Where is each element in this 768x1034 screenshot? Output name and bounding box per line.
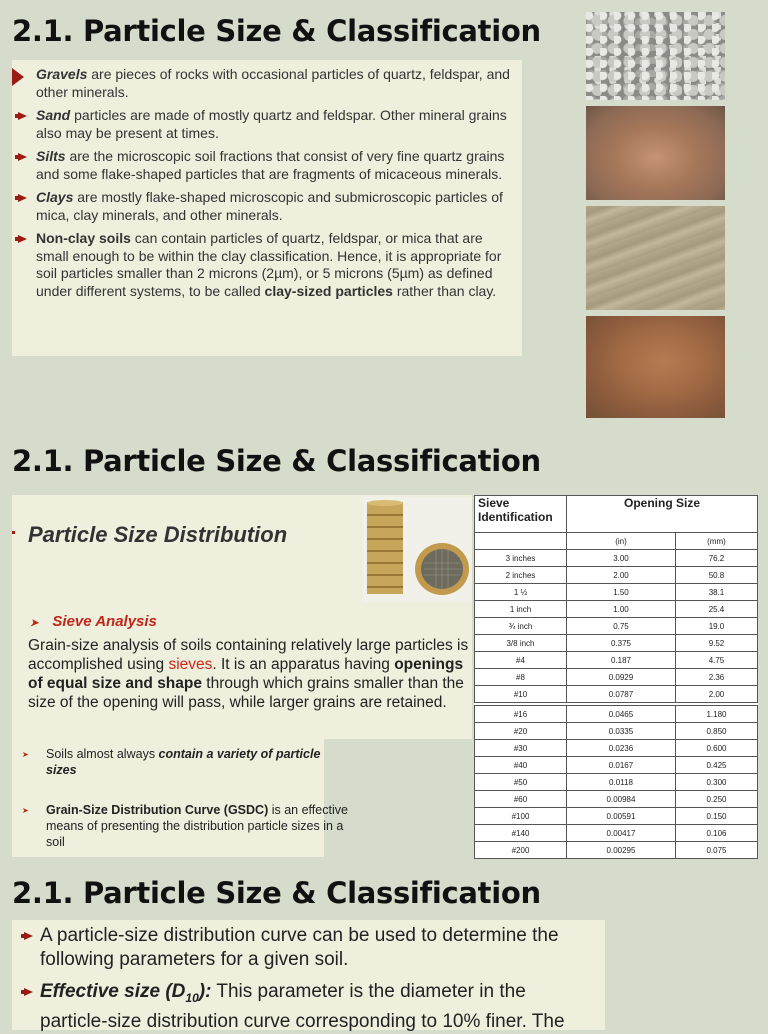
table-cell: 0.0787	[567, 686, 676, 703]
table-cell: 2.00	[675, 686, 757, 703]
table-row	[475, 808, 758, 825]
table-row	[475, 567, 758, 584]
term: Sand	[36, 107, 71, 123]
table-cell: 0.0929	[567, 669, 676, 686]
sieve-paragraph	[28, 636, 476, 712]
bullet-bold: contain a variety of particle sizes	[46, 747, 321, 777]
table-cell: 0.0167	[567, 757, 676, 774]
sieve-id-header: Sieve Identification	[475, 496, 567, 533]
bullet-text: are mostly flake-shaped microscopic and submicroscopic particles of mica, clay minerals, and other minerals.	[36, 189, 503, 223]
table-cell: 3/8 inch	[475, 635, 567, 652]
bullet-non-clay	[16, 230, 512, 300]
bullet-arrow-icon	[18, 153, 27, 161]
bullet-text: is an effective means of presenting the distribution particle sizes in a soil	[46, 803, 348, 849]
particle-size-distribution-heading: Particle Size Distribution	[28, 522, 288, 547]
table-cell: #30	[475, 740, 567, 757]
table-row	[475, 669, 758, 686]
table-row	[475, 706, 758, 723]
slide-title: 2.1. Particle Size & Classification	[12, 444, 541, 478]
table-row	[475, 584, 758, 601]
bullet-arrow-icon	[18, 194, 27, 202]
table-cell: 0.00984	[567, 791, 676, 808]
bullet-text: can contain particles of quartz, feldspar, or mica that are small enough to be within the clay classification. Hence, it is appropriate for soil particles smaller than 2 microns (2µm), or 5 microns (5µm) as defined under different systems, to be called	[36, 230, 502, 299]
term: Clays	[36, 189, 74, 205]
table-cell: 2.36	[675, 669, 757, 686]
table-cell: 0.850	[675, 723, 757, 740]
sieve-table-body	[475, 533, 758, 859]
table-cell: 0.425	[675, 757, 757, 774]
table-cell: #4	[475, 652, 567, 669]
table-row	[475, 842, 758, 859]
table-cell: 3 inches	[475, 550, 567, 567]
table-cell: 25.4	[675, 601, 757, 618]
table-cell: 0.250	[675, 791, 757, 808]
table-cell: #200	[475, 842, 567, 859]
term: ):	[198, 981, 212, 1002]
table-row	[475, 774, 758, 791]
clay-in-hand-photo	[586, 316, 725, 418]
bullet-bold: Grain-Size Distribution Curve (GSDC)	[46, 803, 269, 817]
gravel-photo	[586, 12, 725, 100]
table-cell: #40	[475, 757, 567, 774]
sub-heading-text: Sieve Analysis	[52, 613, 157, 630]
table-cell: 0.0335	[567, 723, 676, 740]
table-cell: 50.8	[675, 567, 757, 584]
sieves-highlight: sieves	[168, 656, 213, 673]
para-text: Grain-size analysis of soils containing relatively large particles is accomplished using	[28, 637, 469, 673]
para-bold: openings of equal size and shape	[28, 656, 464, 692]
bullet-variety	[20, 746, 346, 778]
table-row	[475, 825, 758, 842]
table-row	[475, 723, 758, 740]
bullet-psd-curve	[16, 924, 595, 972]
slide-title: 2.1. Particle Size & Classification	[12, 14, 541, 48]
para-text: through which grains smaller than the size of the opening will pass, while larger grains are retained.	[28, 675, 464, 711]
table-cell: #100	[475, 808, 567, 825]
table-cell: 38.1	[675, 584, 757, 601]
table-cell: #16	[475, 706, 567, 723]
bullet-arrow-icon	[18, 112, 27, 120]
table-cell: 3.00	[567, 550, 676, 567]
table-cell: 0.0465	[567, 706, 676, 723]
table-cell: 0.0118	[567, 774, 676, 791]
table-cell: #140	[475, 825, 567, 842]
term: Silts	[36, 148, 66, 164]
table-cell: 2.00	[567, 567, 676, 584]
table-cell: 19.0	[675, 618, 757, 635]
bullet-text: particles are made of mostly quartz and feldspar. Other mineral grains also may be present at times.	[36, 107, 507, 141]
bold-term: clay-sized particles	[264, 282, 393, 299]
table-cell: 4.75	[675, 652, 757, 669]
bullet-text: This parameter is the diameter in the particle-size distribution curve corresponding to 10% finer. The	[40, 981, 565, 1032]
table-cell: 1.180	[675, 706, 757, 723]
slide-title: 2.1. Particle Size & Classification	[12, 876, 541, 910]
bullet-arrow-icon	[24, 932, 33, 940]
silt-surface-photo	[586, 206, 725, 310]
sand-in-hand-photo	[586, 106, 725, 200]
bullet-text: Soils almost always	[46, 747, 159, 761]
chevron-right-icon: ➤	[22, 750, 29, 759]
bullet-text: rather than clay.	[392, 282, 497, 299]
bullet-arrow-icon	[18, 235, 27, 243]
table-row	[475, 601, 758, 618]
dot-icon	[12, 531, 15, 534]
bullet-text: are pieces of rocks with occasional particles of quartz, feldspar, and other minerals.	[36, 66, 510, 100]
table-row	[475, 618, 758, 635]
bullet-arrow-icon	[24, 988, 33, 996]
table-row	[475, 686, 758, 703]
table-cell: #60	[475, 791, 567, 808]
sieve-analysis-subheading	[30, 613, 157, 630]
bullet-text: A particle-size distribution curve can be used to determine the following parameters for a given soil.	[40, 925, 559, 970]
table-row	[475, 791, 758, 808]
bullet-arrow-icon	[12, 68, 24, 86]
table-cell: 1.50	[567, 584, 676, 601]
term: Non-clay soils	[36, 230, 131, 246]
table-cell: ¾ inch	[475, 618, 567, 635]
bullet-gsdc	[20, 802, 354, 850]
table-cell: 0.75	[567, 618, 676, 635]
text-panel	[12, 920, 605, 1030]
table-cell: 1 inch	[475, 601, 567, 618]
table-cell: 0.00591	[567, 808, 676, 825]
table-row	[475, 757, 758, 774]
opening-size-header: Opening Size	[567, 496, 758, 533]
table-row	[475, 652, 758, 669]
table-row	[475, 740, 758, 757]
table-cell: 0.00295	[567, 842, 676, 859]
table-cell: 9.52	[675, 635, 757, 652]
table-cell: 0.600	[675, 740, 757, 757]
table-cell: #50	[475, 774, 567, 791]
table-cell: 0.0236	[567, 740, 676, 757]
table-cell: #8	[475, 669, 567, 686]
term: Effective size (D	[40, 981, 186, 1002]
bullet-sand	[16, 107, 512, 142]
unit-in-header: (in)	[567, 533, 676, 550]
table-cell: 0.075	[675, 842, 757, 859]
chevron-right-icon: ➤	[30, 618, 39, 629]
table-cell: 1.00	[567, 601, 676, 618]
bullet-silts	[16, 148, 512, 183]
table-cell: #10	[475, 686, 567, 703]
table-cell: 76.2	[675, 550, 757, 567]
term-subscript: 10	[185, 990, 199, 1005]
table-cell	[475, 533, 567, 550]
sieve-stack-image	[362, 497, 472, 602]
slide-1	[0, 0, 768, 420]
table-cell: #20	[475, 723, 567, 740]
table-cell: 0.375	[567, 635, 676, 652]
table-cell: 0.187	[567, 652, 676, 669]
table-cell: 0.150	[675, 808, 757, 825]
table-row	[475, 550, 758, 567]
table-cell: 1 ½	[475, 584, 567, 601]
bullet-gravels	[16, 66, 512, 101]
term: Gravels	[36, 66, 88, 82]
bullet-text: are the microscopic soil fractions that consist of very fine quartz grains and some flake-shaped particles that are fragments of micaceous minerals.	[36, 148, 505, 182]
para-text: . It is an apparatus having	[212, 656, 395, 673]
slide-3	[0, 862, 768, 1032]
sieve-table	[474, 495, 758, 859]
table-cell: 0.300	[675, 774, 757, 791]
text-panel	[12, 60, 522, 356]
table-cell: 0.00417	[567, 825, 676, 842]
bullet-clays	[16, 189, 512, 224]
table-cell: 2 inches	[475, 567, 567, 584]
table-cell: 0.106	[675, 825, 757, 842]
table-row	[475, 635, 758, 652]
bullet-effective-size	[16, 980, 595, 1034]
unit-mm-header: (mm)	[675, 533, 757, 550]
chevron-right-icon: ➤	[22, 806, 29, 815]
